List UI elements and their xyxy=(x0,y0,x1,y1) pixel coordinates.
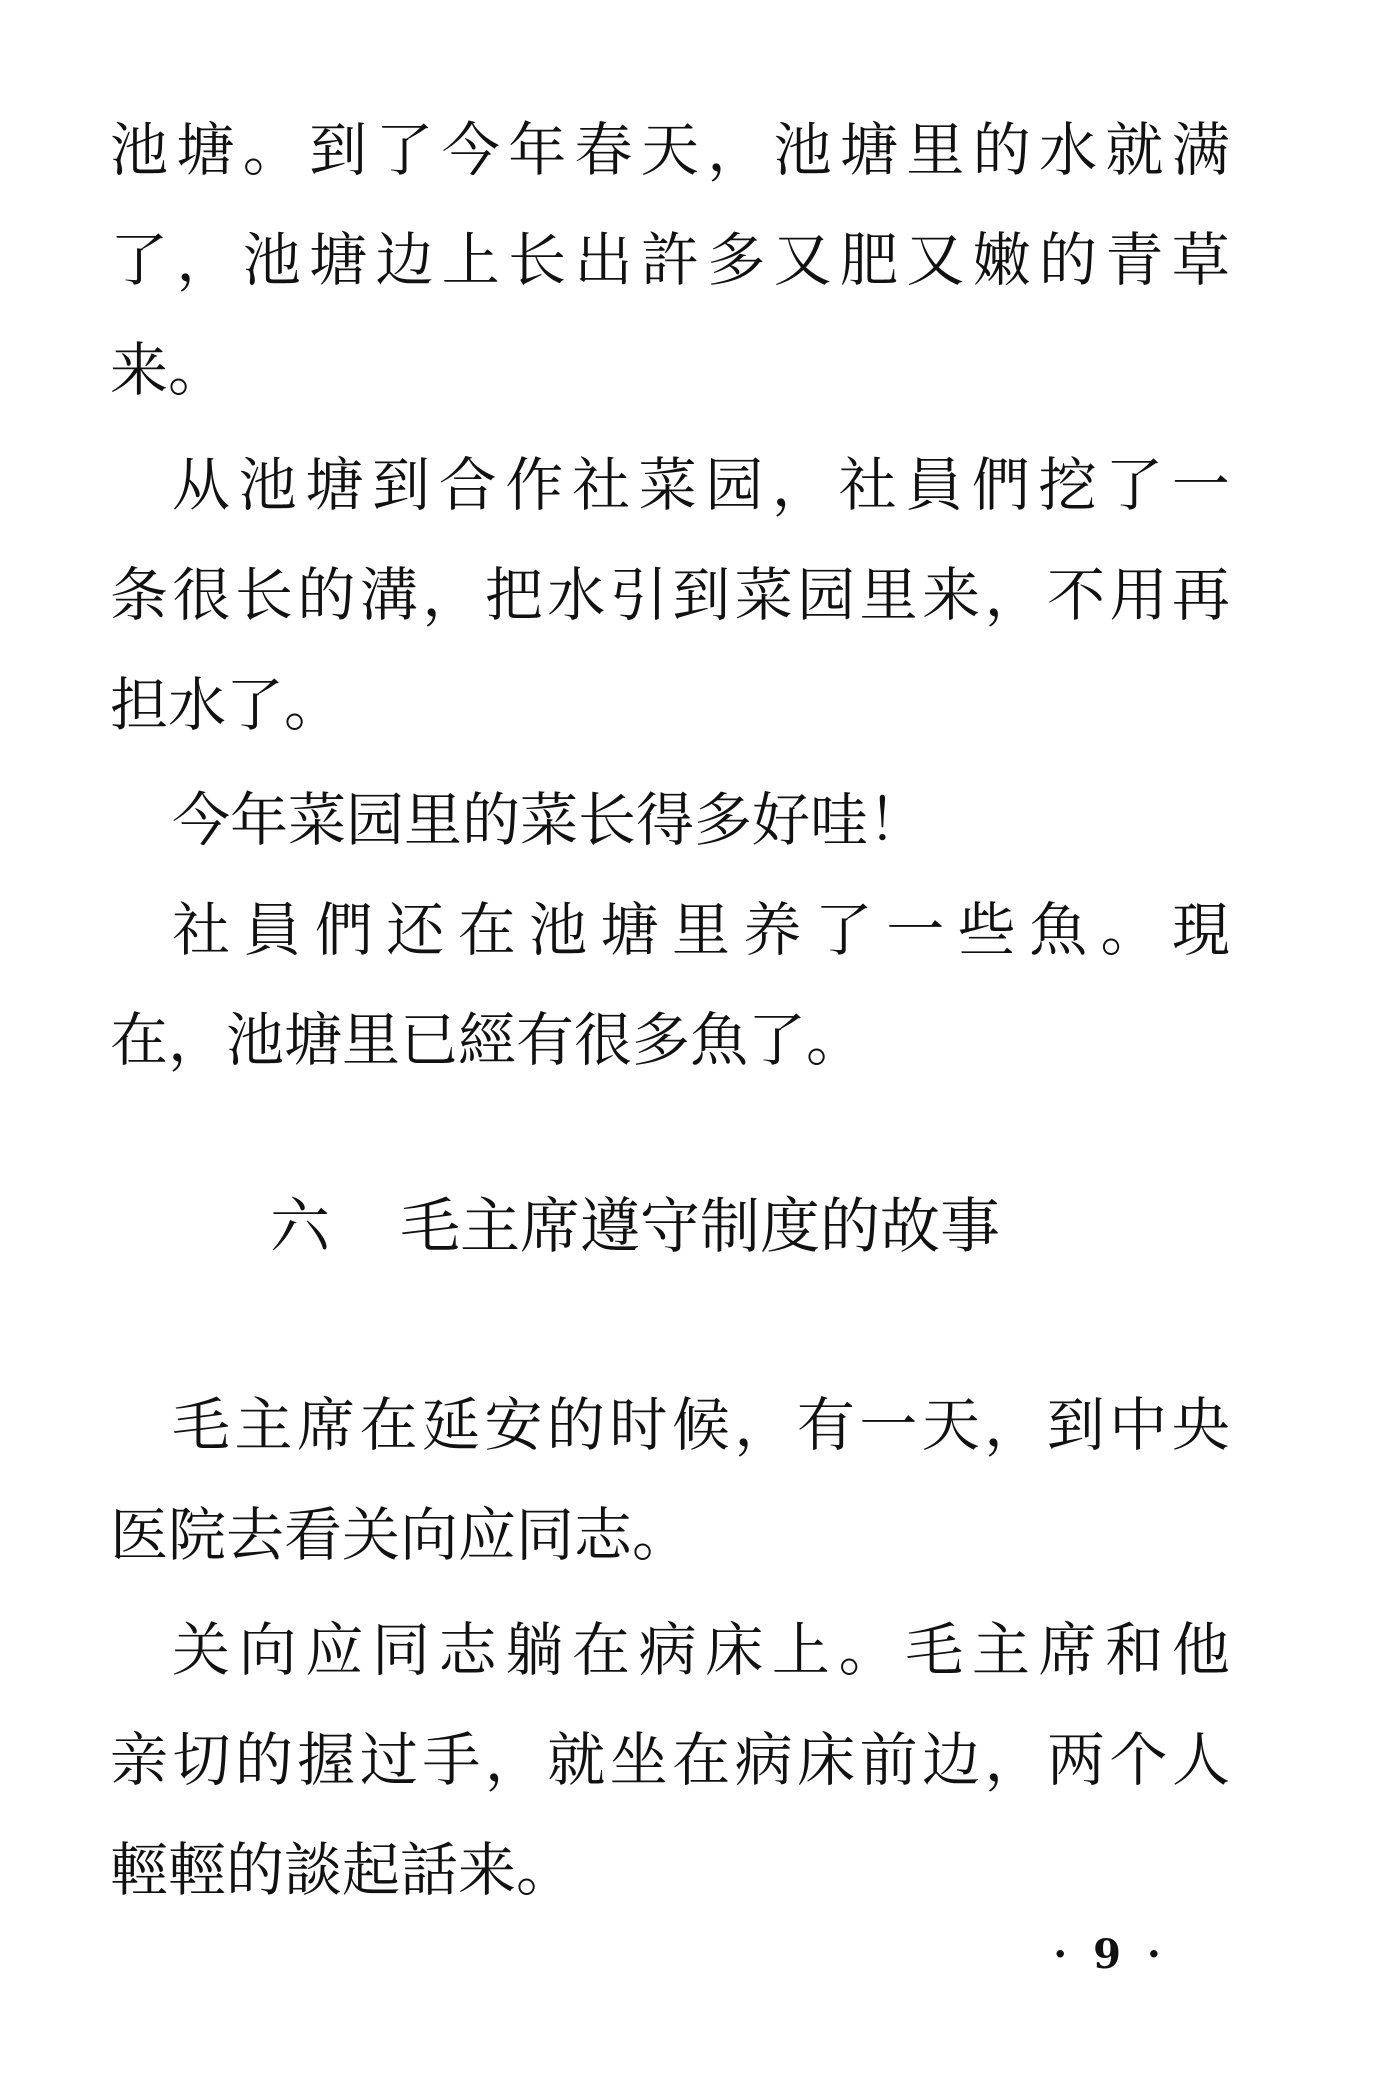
text-line xyxy=(110,100,1230,200)
text-char: 有 xyxy=(796,1391,855,1459)
text-char: 池 xyxy=(242,226,301,294)
text-char: 上 xyxy=(441,226,500,294)
text-char: 两 xyxy=(1047,1726,1106,1794)
text-line xyxy=(110,210,1230,310)
text-char: 些 xyxy=(957,896,1016,964)
text-line: 来。 xyxy=(110,336,227,404)
text-char: 再 xyxy=(1171,561,1230,629)
text-line xyxy=(172,1375,1230,1475)
section-title: 毛主席遵守制度的故事 xyxy=(400,1192,1000,1262)
text-char: ， xyxy=(484,1726,543,1794)
text-char: 切 xyxy=(172,1726,231,1794)
text-char: 候 xyxy=(671,1391,730,1459)
text-char: ， xyxy=(734,1391,793,1459)
text-char: ， xyxy=(984,1726,1043,1794)
text-char: 們 xyxy=(314,896,373,964)
text-char: 菜 xyxy=(734,561,793,629)
text-char: 就 xyxy=(1105,116,1164,184)
text-char: 又 xyxy=(906,226,965,294)
page-number: · 9 · xyxy=(1053,1931,1167,1978)
text-char: 关 xyxy=(172,1616,231,1684)
text-char: 池 xyxy=(110,116,169,184)
text-char: 合 xyxy=(438,451,497,519)
text-char: 塘 xyxy=(305,451,364,519)
text-char: 毛 xyxy=(905,1616,964,1684)
text-line xyxy=(110,1710,1230,1810)
text-char: 时 xyxy=(609,1391,668,1459)
text-char: 池 xyxy=(773,116,832,184)
text-char: 塘 xyxy=(309,226,368,294)
text-line xyxy=(110,545,1230,645)
text-char: 里 xyxy=(859,561,918,629)
text-char: 还 xyxy=(386,896,445,964)
text-char: ， xyxy=(984,561,1043,629)
text-char: 到 xyxy=(1046,1391,1105,1459)
text-char: ， xyxy=(707,116,766,184)
text-char: ， xyxy=(984,1391,1043,1459)
text-char: 現 xyxy=(1171,896,1230,964)
text-char: 病 xyxy=(734,1726,793,1794)
text-char: 菜 xyxy=(638,451,697,519)
text-char: 溝 xyxy=(359,561,418,629)
text-line: 今年菜园里的菜长得多好哇！ xyxy=(172,786,927,854)
text-char: 边 xyxy=(375,226,434,294)
text-char: 天 xyxy=(640,116,699,184)
text-char: 躺 xyxy=(505,1616,564,1684)
text-char: 长 xyxy=(234,561,293,629)
text-char: 在 xyxy=(457,896,516,964)
text-char: 把 xyxy=(484,561,543,629)
text-char: 員 xyxy=(905,451,964,519)
text-char: 多 xyxy=(707,226,766,294)
text-char: 园 xyxy=(797,561,856,629)
text-char: 园 xyxy=(705,451,764,519)
text-char: 春 xyxy=(574,116,633,184)
text-char: 来 xyxy=(922,561,981,629)
text-line: 在，池塘里已經有很多魚了。 xyxy=(110,1006,865,1074)
text-line xyxy=(172,435,1230,535)
section-heading xyxy=(270,1172,1000,1282)
text-char: 手 xyxy=(422,1726,481,1794)
text-char: 嫩 xyxy=(972,226,1031,294)
text-char: 长 xyxy=(508,226,567,294)
text-char: 。 xyxy=(1100,896,1159,964)
text-char: 毛 xyxy=(172,1391,231,1459)
text-char: 志 xyxy=(438,1616,497,1684)
text-char: 满 xyxy=(1171,116,1230,184)
text-char: 边 xyxy=(922,1726,981,1794)
text-char: 社 xyxy=(571,451,630,519)
text-char: 塘 xyxy=(839,116,898,184)
text-char: 很 xyxy=(172,561,231,629)
text-char: 了 xyxy=(110,226,169,294)
text-char: 員 xyxy=(243,896,302,964)
text-char: 病 xyxy=(638,1616,697,1684)
text-char: 社 xyxy=(838,451,897,519)
text-char: 不 xyxy=(1047,561,1106,629)
text-char: 塘 xyxy=(176,116,235,184)
text-char: 水 xyxy=(1039,116,1098,184)
text-char: 今 xyxy=(441,116,500,184)
text-char: 池 xyxy=(529,896,588,964)
text-char: 主 xyxy=(234,1391,293,1459)
text-char: 亲 xyxy=(110,1726,169,1794)
section-number: 六 xyxy=(270,1192,330,1262)
text-char: 許 xyxy=(640,226,699,294)
text-char: 床 xyxy=(705,1616,764,1684)
text-char: 条 xyxy=(110,561,169,629)
text-char: 一 xyxy=(886,896,945,964)
text-char: ， xyxy=(771,451,830,519)
text-char: 池 xyxy=(238,451,297,519)
text-char: 从 xyxy=(172,451,231,519)
text-char: 到 xyxy=(309,116,368,184)
text-char: 前 xyxy=(859,1726,918,1794)
text-char: 的 xyxy=(1039,226,1098,294)
text-char: ， xyxy=(176,226,235,294)
text-line: 医院去看关向应同志。 xyxy=(110,1501,691,1569)
text-char: 社 xyxy=(172,896,231,964)
text-char: 养 xyxy=(743,896,802,964)
text-char: 了 xyxy=(814,896,873,964)
text-char: 在 xyxy=(672,1726,731,1794)
text-char: 的 xyxy=(297,561,356,629)
text-char: 塘 xyxy=(600,896,659,964)
text-line xyxy=(172,1600,1230,1700)
text-char: 过 xyxy=(359,1726,418,1794)
text-char: 到 xyxy=(672,561,731,629)
text-char: 引 xyxy=(609,561,668,629)
text-char: 延 xyxy=(421,1391,480,1459)
text-char: 作 xyxy=(505,451,564,519)
text-char: 的 xyxy=(972,116,1031,184)
text-char: 就 xyxy=(547,1726,606,1794)
text-char: 席 xyxy=(296,1391,355,1459)
text-char: 个 xyxy=(1109,1726,1168,1794)
text-char: 了 xyxy=(375,116,434,184)
text-char: 到 xyxy=(371,451,430,519)
text-char: 坐 xyxy=(609,1726,668,1794)
text-char: 天 xyxy=(921,1391,980,1459)
text-char: 魚 xyxy=(1029,896,1088,964)
text-char: 安 xyxy=(484,1391,543,1459)
text-char: 草 xyxy=(1171,226,1230,294)
text-char: 挖 xyxy=(1038,451,1097,519)
text-char: 同 xyxy=(371,1616,430,1684)
text-char: 应 xyxy=(305,1616,364,1684)
text-char: 握 xyxy=(297,1726,356,1794)
text-char: 席 xyxy=(1038,1616,1097,1684)
text-char: 上 xyxy=(771,1616,830,1684)
text-char: 青 xyxy=(1105,226,1164,294)
text-char: 肥 xyxy=(839,226,898,294)
text-char: 里 xyxy=(906,116,965,184)
text-char: 里 xyxy=(671,896,730,964)
text-char: 出 xyxy=(574,226,633,294)
text-char: 中 xyxy=(1109,1391,1168,1459)
text-char: 年 xyxy=(508,116,567,184)
text-char: 。 xyxy=(242,116,301,184)
text-char: ， xyxy=(422,561,481,629)
text-char: 央 xyxy=(1171,1391,1230,1459)
text-char: 們 xyxy=(971,451,1030,519)
text-char: 一 xyxy=(1171,451,1230,519)
text-char: 和 xyxy=(1105,1616,1164,1684)
text-line: 輕輕的談起話来。 xyxy=(110,1836,575,1904)
text-char: 用 xyxy=(1109,561,1168,629)
text-char: 床 xyxy=(797,1726,856,1794)
text-char: 在 xyxy=(571,1616,630,1684)
text-char: 在 xyxy=(359,1391,418,1459)
text-line xyxy=(172,880,1230,980)
text-line: 担水了。 xyxy=(110,671,343,739)
text-char: 他 xyxy=(1171,1616,1230,1684)
text-char: 的 xyxy=(234,1726,293,1794)
text-char: 主 xyxy=(971,1616,1030,1684)
text-char: 水 xyxy=(547,561,606,629)
text-char: 了 xyxy=(1105,451,1164,519)
text-char: 又 xyxy=(773,226,832,294)
text-char: 。 xyxy=(838,1616,897,1684)
text-char: 的 xyxy=(546,1391,605,1459)
text-char: 人 xyxy=(1171,1726,1230,1794)
text-char: 一 xyxy=(859,1391,918,1459)
text-char: 向 xyxy=(238,1616,297,1684)
